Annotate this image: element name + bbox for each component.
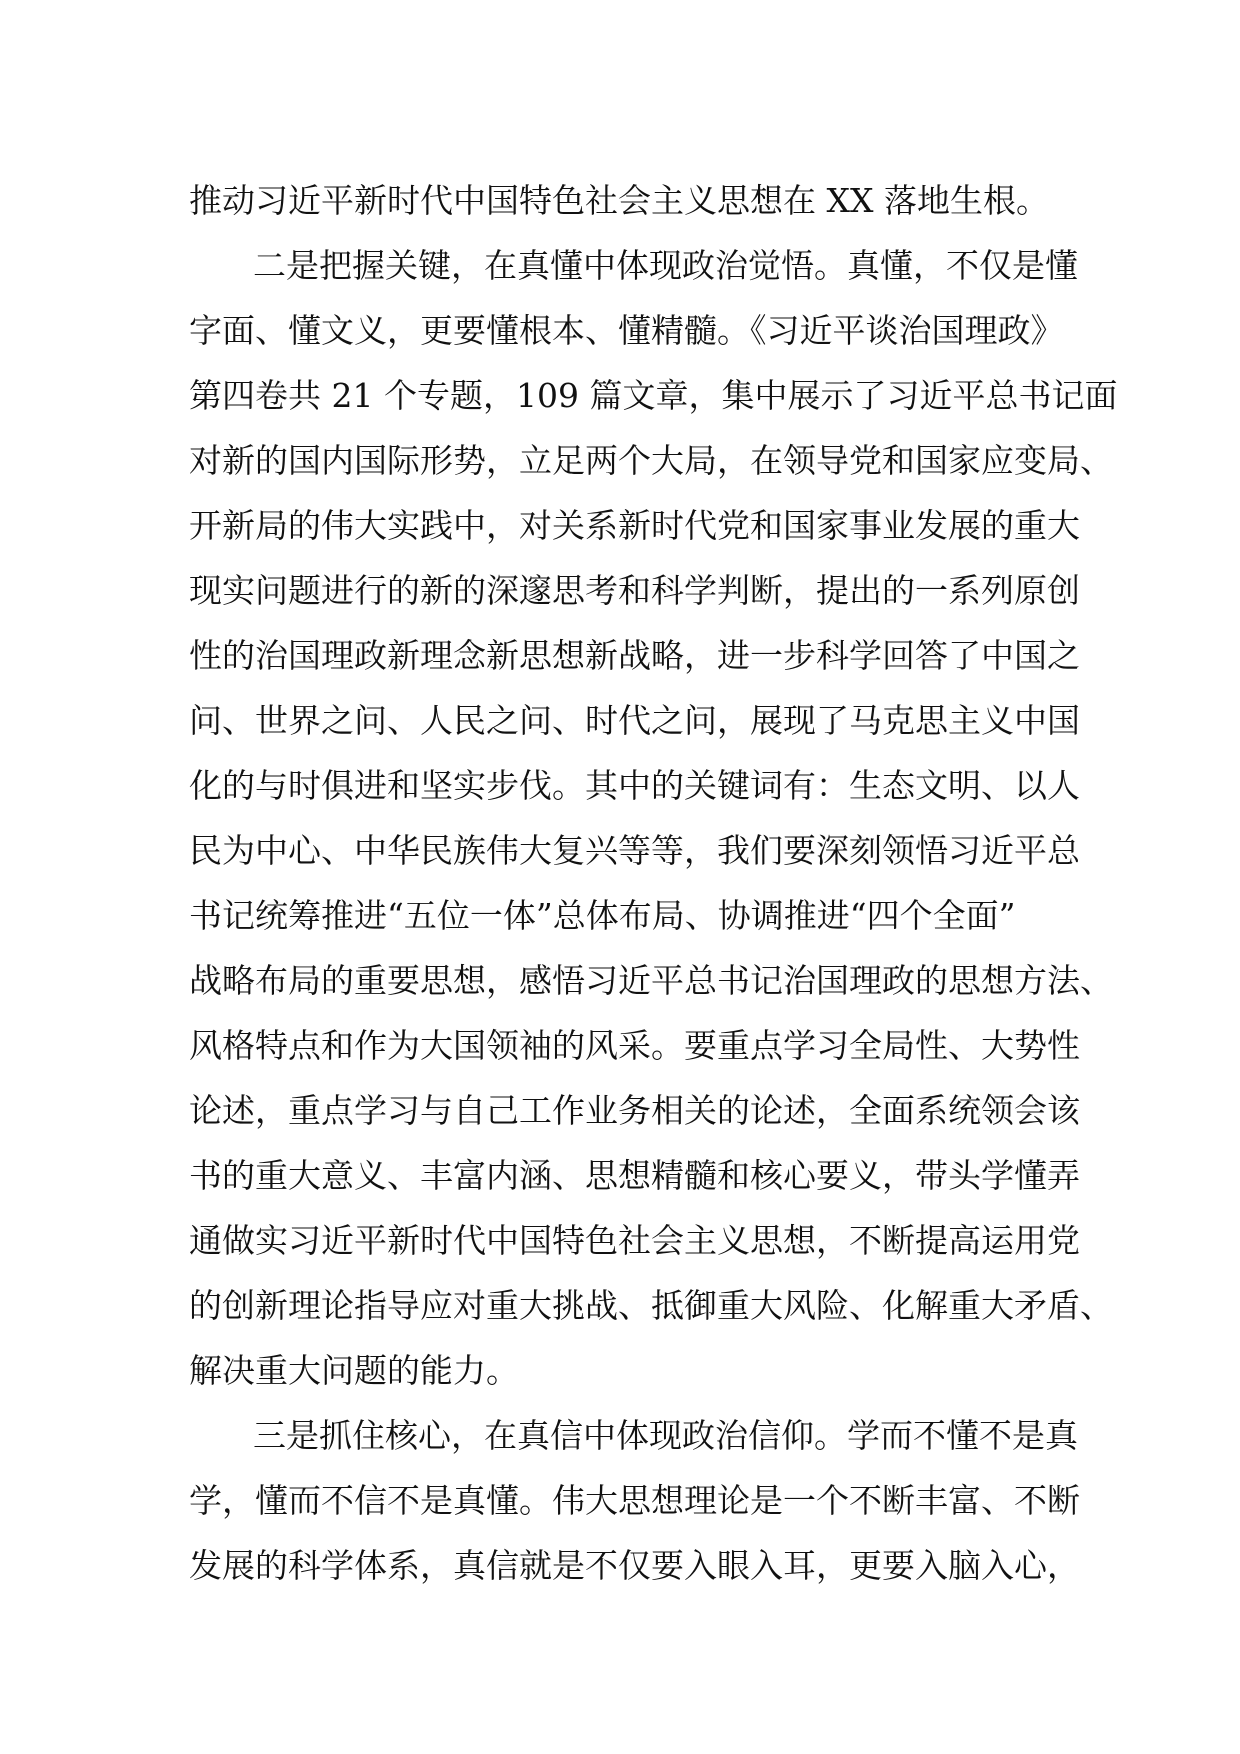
text-line: 解决重大问题的能力。 — [189, 1351, 519, 1390]
text-line: 发展的科学体系，真信就是不仅要入眼入耳，更要入脑入心， — [189, 1546, 1080, 1585]
text-line: 对新的国内国际形势，立足两个大局，在领导党和国家应变局、 — [189, 441, 1113, 480]
text-line: 民为中心、中华民族伟大复兴等等，我们要深刻领悟习近平总 — [189, 831, 1080, 870]
paragraph-start-line: 三是抓住核心，在真信中体现政治信仰。学而不懂不是真 — [253, 1416, 1078, 1455]
text-line: 推动习近平新时代中国特色社会主义思想在 XX 落地生根。 — [189, 181, 1049, 220]
text-line: 的创新理论指导应对重大挑战、抵御重大风险、化解重大矛盾、 — [189, 1286, 1113, 1325]
text-line: 学，懂而不信不是真懂。伟大思想理论是一个不断丰富、不断 — [189, 1481, 1080, 1520]
body-text — [189, 168, 1118, 1598]
text-line: 现实问题进行的新的深邃思考和科学判断，提出的一系列原创 — [189, 571, 1080, 610]
text-line: 书的重大意义、丰富内涵、思想精髓和核心要义，带头学懂弄 — [189, 1156, 1080, 1195]
text-line: 第四卷共 21 个专题，109 篇文章，集中展示了习近平总书记面 — [189, 376, 1118, 415]
text-line: 论述，重点学习与自己工作业务相关的论述，全面系统领会该 — [189, 1091, 1080, 1130]
text-line: 开新局的伟大实践中，对关系新时代党和国家事业发展的重大 — [189, 506, 1080, 545]
text-line: 问、世界之问、人民之问、时代之问，展现了马克思主义中国 — [189, 701, 1080, 740]
text-line: 书记统筹推进“五位一体”总体布局、协调推进“四个全面” — [189, 896, 1016, 935]
text-line: 通做实习近平新时代中国特色社会主义思想，不断提高运用党 — [189, 1221, 1080, 1260]
text-line: 性的治国理政新理念新思想新战略，进一步科学回答了中国之 — [189, 636, 1080, 675]
text-line: 战略布局的重要思想，感悟习近平总书记治国理政的思想方法、 — [189, 961, 1113, 1000]
text-line: 风格特点和作为大国领袖的风采。要重点学习全局性、大势性 — [189, 1026, 1080, 1065]
paragraph-start-line: 二是把握关键，在真懂中体现政治觉悟。真懂，不仅是懂 — [253, 246, 1078, 285]
text-line: 化的与时俱进和坚实步伐。其中的关键词有：生态文明、以人 — [189, 766, 1080, 805]
text-line: 字面、懂文义，更要懂根本、懂精髓。《习近平谈治国理政》 — [189, 311, 1064, 350]
